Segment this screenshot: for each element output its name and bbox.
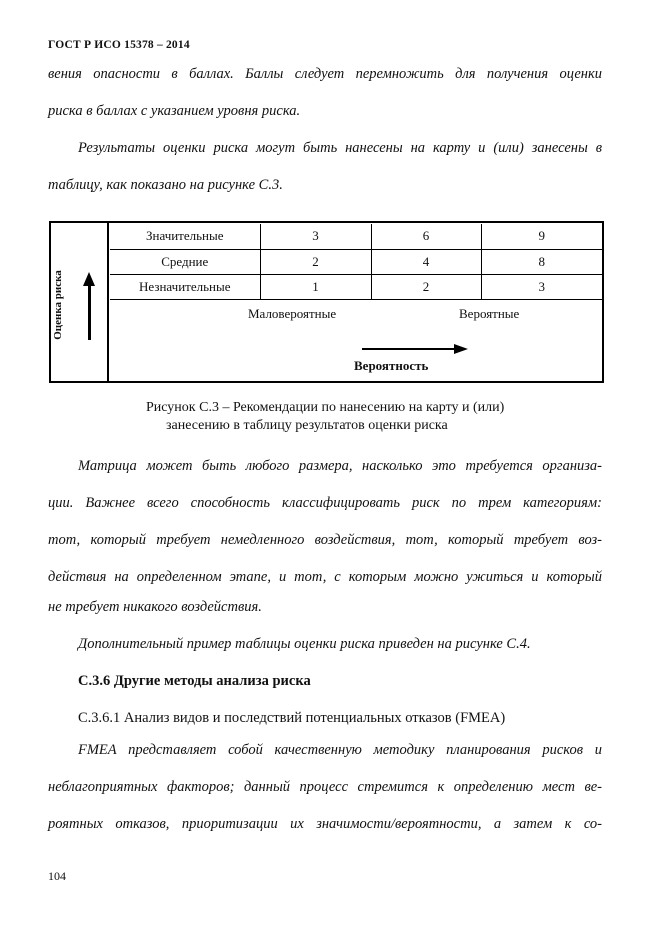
paragraph-line: Дополнительный пример таблицы оценки риска приведен на рисунке С.4. — [78, 636, 531, 652]
probability-low-label: Маловероятные — [248, 306, 337, 321]
section-heading: С.3.6 Другие методы анализа риска — [78, 673, 311, 689]
arrow-right-icon — [454, 344, 468, 354]
risk-matrix-table — [110, 224, 602, 300]
matrix-cell: 4 — [371, 249, 481, 274]
row-label: Значительные — [110, 224, 260, 249]
matrix-cell: 3 — [260, 224, 371, 249]
matrix-cell: 8 — [481, 249, 602, 274]
matrix-cell: 3 — [481, 274, 602, 299]
paragraph-line: не требует никакого воздействия. — [48, 599, 262, 615]
paragraph-line: ции. Важнее всего способность классифицировать риск по трем категориям: — [48, 495, 602, 511]
y-axis-label: Оценка риска — [52, 270, 64, 340]
x-axis-label: Вероятность — [354, 358, 429, 373]
matrix-cell: 9 — [481, 224, 602, 249]
paragraph-line: Результаты оценки риска могут быть нанесены на карту и (или) занесены в — [78, 140, 602, 156]
paragraph-line: неблагоприятных факторов; данный процесс стремится к определению мест ве- — [48, 779, 602, 795]
document-header: ГОСТ Р ИСО 15378 – 2014 — [48, 39, 190, 51]
row-label: Средние — [110, 249, 260, 274]
paragraph-line: роятных отказов, приоритизации их значимости/вероятности, а затем к со- — [48, 816, 602, 832]
paragraph-line: вения опасности в баллах. Баллы следует перемножить для получения оценки — [48, 66, 602, 82]
arrow-up-shaft — [88, 284, 91, 340]
paragraph-line: FMEA представляет собой качественную методику планирования рисков и — [78, 742, 602, 758]
paragraph-line: таблицу, как показано на рисунке С.3. — [48, 177, 283, 193]
matrix-cell: 6 — [371, 224, 481, 249]
y-axis-divider — [107, 223, 109, 381]
probability-high-label: Вероятные — [459, 306, 520, 321]
subsection-heading: С.3.6.1 Анализ видов и последствий потенциальных отказов (FMEA) — [78, 710, 506, 726]
paragraph-line: риска в баллах с указанием уровня риска. — [48, 103, 301, 119]
matrix-cell: 1 — [260, 274, 371, 299]
paragraph-line: действия на определенном этапе, и тот, с которым можно ужиться и который — [48, 569, 602, 585]
table-row — [110, 224, 602, 249]
arrow-right-shaft — [362, 348, 456, 350]
paragraph-line: Матрица может быть любого размера, насколько это требуется организа- — [78, 458, 602, 474]
paragraph-line: тот, который требует немедленного воздействия, тот, который требует воз- — [48, 532, 602, 548]
figure-caption: занесению в таблицу результатов оценки риска — [166, 418, 448, 433]
figure-caption: Рисунок С.3 – Рекомендации по нанесению на карту и (или) — [146, 400, 505, 415]
matrix-cell: 2 — [371, 274, 481, 299]
row-label: Незначительные — [110, 274, 260, 299]
page-number: 104 — [48, 869, 66, 883]
table-row — [110, 274, 602, 299]
table-row — [110, 249, 602, 274]
matrix-cell: 2 — [260, 249, 371, 274]
